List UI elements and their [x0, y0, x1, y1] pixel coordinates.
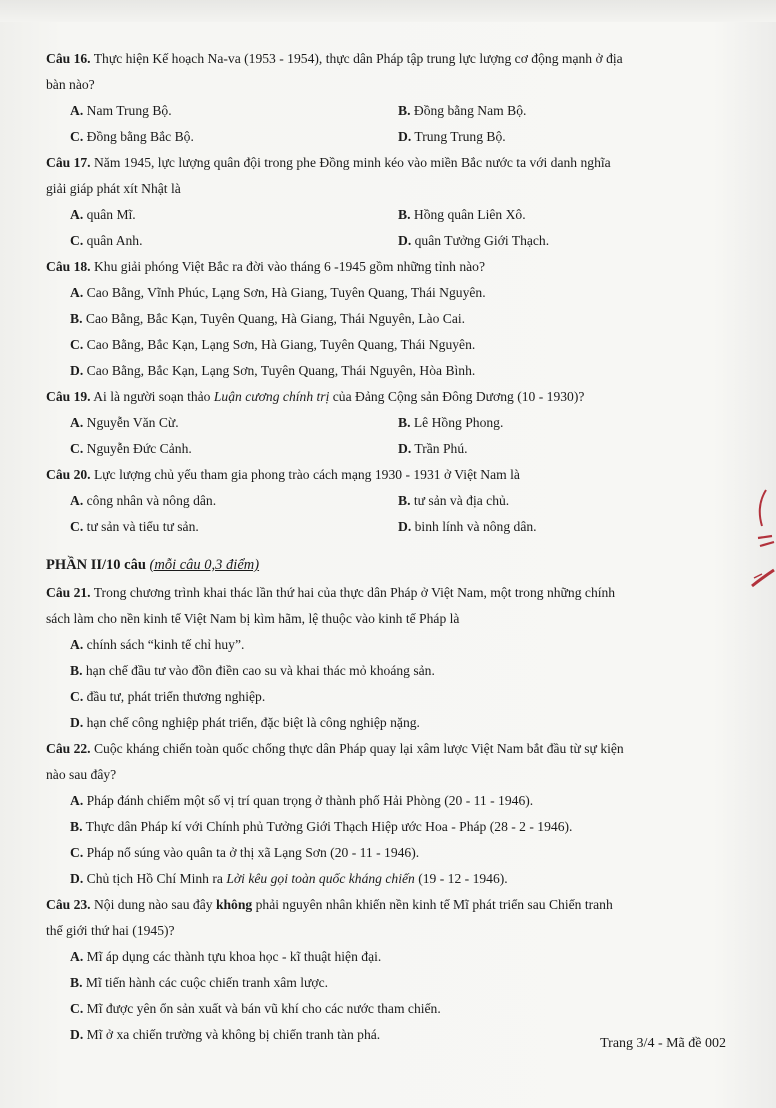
option-b — [398, 98, 526, 124]
option-text: tư sản và địa chủ. — [413, 493, 510, 508]
option-label: C. — [70, 845, 84, 860]
question-17 — [46, 150, 736, 254]
option-label: C. — [70, 129, 84, 144]
options-row — [46, 202, 736, 228]
option-text: Đồng bằng Bắc Bộ. — [86, 129, 194, 144]
section-title: PHẦN II/10 câu — [46, 557, 150, 573]
option-a — [46, 788, 736, 814]
option-a — [70, 410, 179, 436]
option-text: hạn chế đầu tư vào đồn điền cao su và khai thác mỏ khoáng sản. — [85, 663, 435, 678]
option-text: Cao Bằng, Bắc Kạn, Lạng Sơn, Tuyên Quang, Thái Nguyên, Hòa Bình. — [86, 363, 476, 378]
question-23-stem-cont: thế giới thứ hai (1945)? — [46, 923, 175, 938]
option-b — [46, 658, 736, 684]
question-17-stem-cont: giải giáp phát xít Nhật là — [46, 181, 181, 196]
option-b — [398, 410, 503, 436]
option-text: Trung Trung Bộ. — [414, 129, 506, 144]
options-row — [46, 124, 736, 150]
options-row — [46, 436, 736, 462]
option-text: binh lính và nông dân. — [414, 519, 537, 534]
question-text: của Đảng Cộng sản Đông Dương (10 - 1930)? — [329, 389, 585, 404]
scan-top-edge — [0, 0, 776, 22]
question-number: Câu 16. — [46, 51, 91, 66]
option-text: chính sách “kinh tế chỉ huy”. — [86, 637, 245, 652]
option-label: D. — [398, 129, 412, 144]
option-label: B. — [70, 819, 83, 834]
option-text: đầu tư, phát triển thương nghiệp. — [86, 689, 266, 704]
option-label: B. — [70, 311, 83, 326]
option-text: Thực dân Pháp kí với Chính phủ Tưởng Giới Thạch Hiệp ước Hoa - Pháp (28 - 2 - 1946). — [85, 819, 573, 834]
option-text: Đồng bằng Nam Bộ. — [413, 103, 527, 118]
question-text: Năm 1945, lực lượng quân đội trong phe Đồng minh kéo vào miền Bắc nước ta với danh nghĩa — [90, 155, 611, 170]
option-b — [398, 202, 526, 228]
option-a — [70, 98, 172, 124]
option-text: quân Anh. — [86, 233, 143, 248]
question-number: Câu 18. — [46, 259, 91, 274]
option-c — [46, 996, 736, 1022]
question-number: Câu 22. — [46, 741, 91, 756]
question-22-stem — [46, 736, 736, 762]
option-text: Mĩ ở xa chiến trường và không bị chiến tranh tàn phá. — [86, 1027, 381, 1042]
option-a — [46, 944, 736, 970]
option-text: Trần Phú. — [414, 441, 468, 456]
question-number: Câu 21. — [46, 585, 91, 600]
option-text: Chủ tịch Hồ Chí Minh ra — [86, 871, 227, 886]
question-text: Nội dung nào sau đây — [90, 897, 216, 912]
option-d — [46, 358, 736, 384]
option-label: D. — [398, 233, 412, 248]
question-text: Lực lượng chủ yếu tham gia phong trào cách mạng 1930 - 1931 ở Việt Nam là — [90, 467, 520, 482]
option-label: A. — [70, 415, 84, 430]
question-23 — [46, 892, 736, 1048]
option-d — [398, 124, 506, 150]
option-text: (19 - 12 - 1946). — [414, 871, 508, 886]
question-number: Câu 23. — [46, 897, 91, 912]
question-text-italic: Luận cương chính trị — [213, 389, 330, 404]
option-label: B. — [398, 493, 411, 508]
option-c — [70, 436, 192, 462]
question-number: Câu 17. — [46, 155, 91, 170]
option-label: D. — [70, 363, 84, 378]
option-a — [70, 488, 216, 514]
option-d — [398, 228, 549, 254]
option-a — [46, 632, 736, 658]
option-text: Nguyễn Đức Cảnh. — [86, 441, 192, 456]
option-text: Cao Bằng, Bắc Kạn, Tuyên Quang, Hà Giang, Thái Nguyên, Lào Cai. — [85, 311, 466, 326]
option-label: A. — [70, 637, 84, 652]
option-c — [70, 124, 194, 150]
section-subtitle: (mỗi câu 0,3 điểm) — [149, 557, 260, 573]
option-label: A. — [70, 493, 84, 508]
option-text: Lê Hồng Phong. — [413, 415, 504, 430]
question-text: Cuộc kháng chiến toàn quốc chống thực dân Pháp quay lại xâm lược Việt Nam bắt đầu từ sự kiện — [90, 741, 624, 756]
question-text: Khu giải phóng Việt Bắc ra đời vào tháng 6 -1945 gồm những tỉnh nào? — [90, 259, 486, 274]
options-row — [46, 410, 736, 436]
option-label: B. — [70, 975, 83, 990]
option-label: B. — [70, 663, 83, 678]
option-b — [398, 488, 509, 514]
option-text: công nhân và nông dân. — [86, 493, 217, 508]
option-label: A. — [70, 949, 84, 964]
question-20 — [46, 462, 736, 540]
question-text: Thực hiện Kế hoạch Na-va (1953 - 1954), thực dân Pháp tập trung lực lượng cơ động mạnh ở địa — [90, 51, 623, 66]
option-label: D. — [398, 519, 412, 534]
option-label: D. — [398, 441, 412, 456]
option-a — [70, 202, 136, 228]
option-d — [46, 710, 736, 736]
question-21 — [46, 580, 736, 736]
option-c — [46, 840, 736, 866]
option-label: C. — [70, 1001, 84, 1016]
option-b — [46, 814, 736, 840]
option-text: Nam Trung Bộ. — [86, 103, 172, 118]
option-text: hạn chế công nghiệp phát triển, đặc biệt là công nghiệp nặng. — [86, 715, 420, 730]
question-21-stem — [46, 580, 736, 606]
option-b — [46, 306, 736, 332]
option-label: C. — [70, 233, 84, 248]
option-label: D. — [70, 871, 84, 886]
question-number: Câu 19. — [46, 389, 91, 404]
option-c — [46, 332, 736, 358]
question-16 — [46, 46, 736, 150]
option-label: B. — [398, 415, 411, 430]
option-text: Hồng quân Liên Xô. — [413, 207, 526, 222]
section-heading — [46, 550, 736, 580]
question-text-bold: không — [215, 897, 253, 912]
option-d — [46, 866, 736, 892]
option-text: Cao Bằng, Bắc Kạn, Lạng Sơn, Hà Giang, Tuyên Quang, Thái Nguyên. — [86, 337, 476, 352]
question-17-stem — [46, 150, 736, 176]
question-22 — [46, 736, 736, 892]
option-d — [398, 514, 537, 540]
option-text: tư sản và tiểu tư sản. — [86, 519, 199, 534]
question-19 — [46, 384, 736, 462]
question-text: Trong chương trình khai thác lần thứ hai của thực dân Pháp ở Việt Nam, một trong những chính — [90, 585, 616, 600]
question-22-stem-cont: nào sau đây? — [46, 767, 117, 782]
option-label: C. — [70, 689, 84, 704]
option-text: quân Mĩ. — [86, 207, 136, 222]
option-text: Cao Bằng, Vĩnh Phúc, Lạng Sơn, Hà Giang, Tuyên Quang, Thái Nguyên. — [86, 285, 486, 300]
question-23-stem — [46, 892, 736, 918]
option-label: A. — [70, 285, 84, 300]
question-18 — [46, 254, 736, 384]
option-text-italic: Lời kêu gọi toàn quốc kháng chiến — [226, 871, 415, 886]
option-text: Mĩ được yên ổn sản xuất và bán vũ khí cho các nước tham chiến. — [86, 1001, 441, 1016]
options-row — [46, 98, 736, 124]
option-text: Pháp nổ súng vào quân ta ở thị xã Lạng Sơn (20 - 11 - 1946). — [86, 845, 420, 860]
options-row — [46, 488, 736, 514]
option-label: A. — [70, 793, 84, 808]
option-text: Mĩ tiến hành các cuộc chiến tranh xâm lược. — [85, 975, 329, 990]
option-label: A. — [70, 103, 84, 118]
options-row — [46, 514, 736, 540]
option-c — [70, 514, 199, 540]
option-label: D. — [70, 715, 84, 730]
option-text: Pháp đánh chiếm một số vị trí quan trọng ở thành phố Hải Phòng (20 - 11 - 1946). — [86, 793, 534, 808]
option-label: B. — [398, 103, 411, 118]
option-a — [46, 280, 736, 306]
option-text: quân Tưởng Giới Thạch. — [414, 233, 550, 248]
option-label: B. — [398, 207, 411, 222]
stamp-fragment-icon — [748, 486, 776, 596]
question-text: Ai là người soạn thảo — [90, 389, 214, 404]
option-label: A. — [70, 207, 84, 222]
question-19-stem — [46, 384, 736, 410]
question-21-stem-cont: sách làm cho nền kinh tế Việt Nam bị kìm hãm, lệ thuộc vào kinh tế Pháp là — [46, 611, 460, 626]
option-label: C. — [70, 441, 84, 456]
option-text: Mĩ áp dụng các thành tựu khoa học - kĩ thuật hiện đại. — [86, 949, 382, 964]
option-d — [398, 436, 468, 462]
option-label: C. — [70, 337, 84, 352]
option-label: C. — [70, 519, 84, 534]
question-number: Câu 20. — [46, 467, 91, 482]
page-footer: Trang 3/4 - Mã đề 002 — [600, 1036, 726, 1051]
option-c — [70, 228, 143, 254]
option-label: D. — [70, 1027, 84, 1042]
question-text: phải nguyên nhân khiến nền kinh tế Mĩ phát triển sau Chiến tranh — [252, 897, 613, 912]
exam-content — [46, 46, 736, 1048]
option-c — [46, 684, 736, 710]
question-16-stem-cont: bàn nào? — [46, 77, 95, 92]
question-16-stem — [46, 46, 736, 72]
question-20-stem — [46, 462, 736, 488]
option-b — [46, 970, 736, 996]
question-18-stem — [46, 254, 736, 280]
options-row — [46, 228, 736, 254]
option-text: Nguyễn Văn Cừ. — [86, 415, 179, 430]
